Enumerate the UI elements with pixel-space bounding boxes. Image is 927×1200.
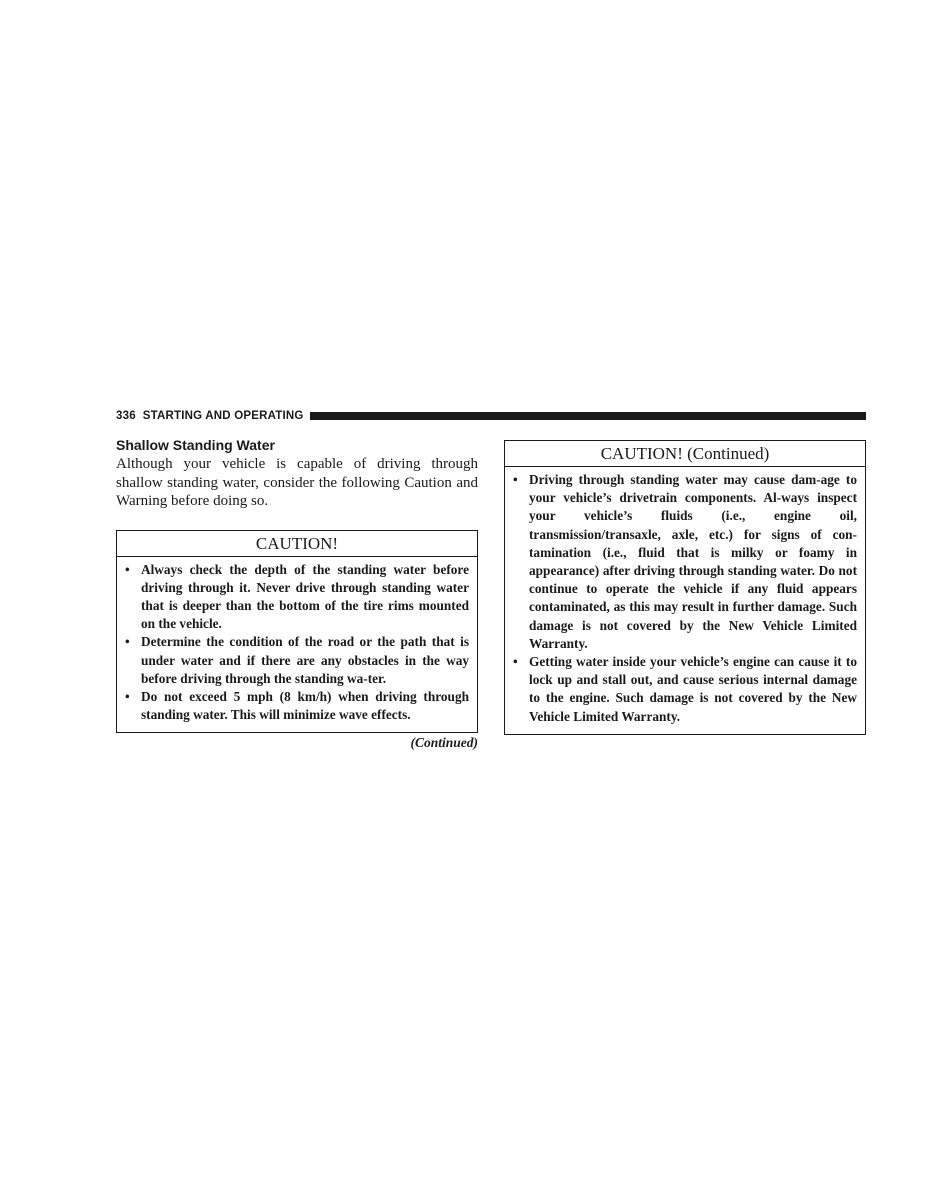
subheading: Shallow Standing Water (116, 437, 275, 453)
page-number: 336 (116, 410, 136, 422)
caution-item (125, 688, 469, 724)
caution-item (513, 471, 857, 653)
caution-title: CAUTION! (Continued) (505, 441, 865, 467)
caution-item (125, 561, 469, 634)
bullet-icon: • (125, 561, 130, 577)
continued-note: (Continued) (410, 735, 478, 751)
caution-item-text: Determine the condition of the road or the path that is under water and if there are any obstacles in the way before driving through the standing wa-ter. (141, 634, 469, 686)
caution-list (505, 467, 865, 734)
section-title: STARTING AND OPERATING (142, 410, 304, 422)
caution-item (125, 633, 469, 688)
caution-item-text: Do not exceed 5 mph (8 km/h) when driving through standing water. This will minimize wave effects. (141, 688, 469, 723)
caution-item-text: Always check the depth of the standing water before driving through it. Never drive through standing water that is deeper than the bottom of the tire rims mounted on the vehicle. (141, 561, 469, 632)
caution-item-text: Driving through standing water may cause dam-age to your vehicle’s drivetrain components. Al-ways inspect your vehicle’s fluids (i.e., engine oil, transmission/transaxle, axle, etc.) for signs of con-tamination (i.e., fluid that is milky or foamy in appearance) after driving through standing water. Do not continue to operate the vehicle if any fluid appears contaminated, as this may result in further damage. Such damage is not covered by the New Vehicle Limited Warranty. (529, 472, 857, 651)
caution-list (117, 557, 477, 733)
caution-title: CAUTION! (117, 531, 477, 557)
bullet-icon: • (125, 688, 130, 704)
header-rule (310, 412, 866, 420)
bullet-icon: • (513, 654, 518, 670)
left-column (116, 436, 478, 752)
right-column (504, 440, 866, 735)
intro-paragraph: Although your vehicle is capable of driving through shallow standing water, consider the following Caution and Warning before doing so. (116, 456, 478, 509)
bullet-icon: • (125, 634, 130, 650)
caution-item (513, 653, 857, 726)
caution-item-text: Getting water inside your vehicle’s engine can cause it to lock up and stall out, and cause serious internal damage to the engine. Such damage is not covered by the New Vehicle Limited Warranty. (529, 654, 857, 724)
caution-box-continued (504, 440, 866, 735)
caution-box (116, 530, 478, 734)
page-header (116, 408, 866, 424)
bullet-icon: • (513, 472, 518, 487)
